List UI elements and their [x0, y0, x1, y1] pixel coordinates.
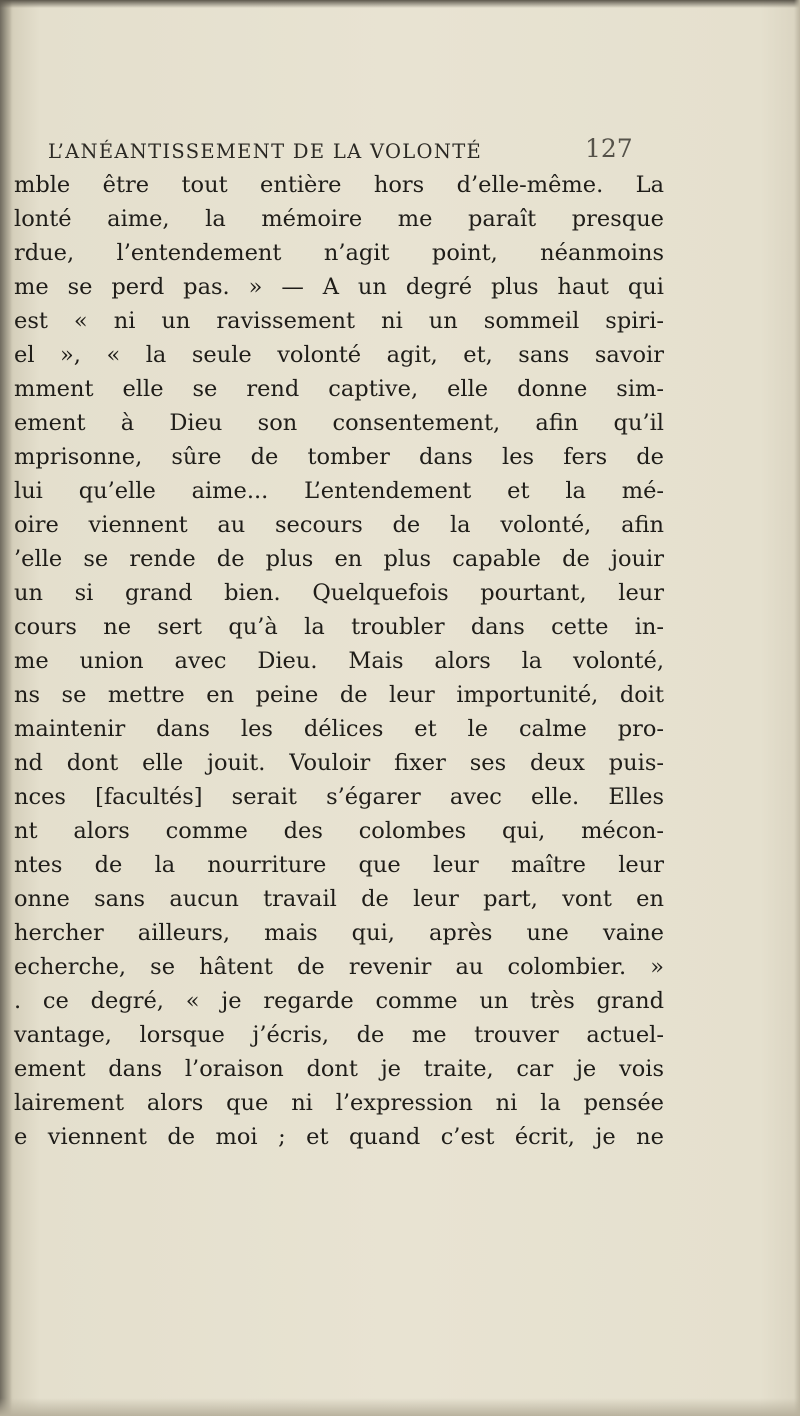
page-header — [0, 134, 800, 164]
text-line: lui qu’elle aime... L’entendement et la mé- — [14, 478, 664, 504]
text-line: ement dans l’oraison dont je traite, car je vois — [14, 1056, 664, 1082]
binding-shadow — [0, 0, 12, 1416]
text-line: rdue, l’entendement n’agit point, néanmoins — [14, 240, 664, 266]
text-line: cours ne sert qu’à la troubler dans cette in- — [14, 614, 664, 640]
page-number: 127 — [585, 134, 633, 163]
text-line: mble être tout entière hors d’elle-même. La — [14, 172, 664, 198]
text-line: nt alors comme des colombes qui, mécon- — [14, 818, 664, 844]
text-line: echerche, se hâtent de revenir au colombier. » — [14, 954, 664, 980]
text-line: maintenir dans les délices et le calme pro- — [14, 716, 664, 742]
bottom-page-edge — [0, 1398, 800, 1416]
text-line: mprisonne, sûre de tomber dans les fers de — [14, 444, 664, 470]
text-line: nces [facultés] serait s’égarer avec elle. Elles — [14, 784, 664, 810]
text-line: hercher ailleurs, mais qui, après une vaine — [14, 920, 664, 946]
text-line: me union avec Dieu. Mais alors la volonté, — [14, 648, 664, 674]
text-line: un si grand bien. Quelquefois pourtant, leur — [14, 580, 664, 606]
text-line: lairement alors que ni l’expression ni la pensée — [14, 1090, 664, 1116]
running-title: L’ANÉANTISSEMENT DE LA VOLONTÉ — [48, 140, 483, 163]
text-line: nd dont elle jouit. Vouloir fixer ses deux puis- — [14, 750, 664, 776]
text-line: oire viennent au secours de la volonté, afin — [14, 512, 664, 538]
text-line: lonté aime, la mémoire me paraît presque — [14, 206, 664, 232]
top-page-edge — [0, 0, 800, 8]
text-line: e viennent de moi ; et quand c’est écrit, je ne — [14, 1124, 664, 1150]
text-line: me se perd pas. » — A un degré plus haut qui — [14, 274, 664, 300]
text-line: vantage, lorsque j’écris, de me trouver actuel- — [14, 1022, 664, 1048]
text-line: ntes de la nourriture que leur maître leur — [14, 852, 664, 878]
text-line: . ce degré, « je regarde comme un très grand — [14, 988, 664, 1014]
text-line: onne sans aucun travail de leur part, vont en — [14, 886, 664, 912]
text-line: est « ni un ravissement ni un sommeil spiri- — [14, 308, 664, 334]
right-page-edge — [794, 0, 800, 1416]
text-line: el », « la seule volonté agit, et, sans savoir — [14, 342, 664, 368]
text-line: ement à Dieu son consentement, afin qu’il — [14, 410, 664, 436]
text-line: ns se mettre en peine de leur importunité, doit — [14, 682, 664, 708]
text-line: ’elle se rende de plus en plus capable de jouir — [14, 546, 664, 572]
text-line: mment elle se rend captive, elle donne sim- — [14, 376, 664, 402]
